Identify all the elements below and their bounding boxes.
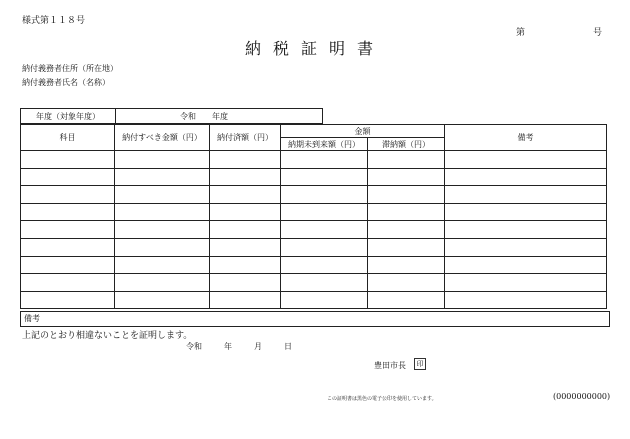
document-code: (0000000000) [553, 392, 611, 401]
col-not-due-header: 納期未到来額（円） [281, 138, 368, 151]
footer-note: この証明書は黒色の電子公印を使用しています。 [327, 396, 437, 402]
table-row [21, 203, 607, 221]
certification-date [186, 341, 314, 352]
col-amount-paid-header: 納付済額（円） [210, 125, 281, 151]
fiscal-year-label: 年度（対象年度） [21, 109, 116, 123]
form-number: 様式第１１８号 [22, 16, 86, 26]
date-era: 令和 [186, 342, 202, 351]
table-row [21, 274, 607, 292]
fiscal-year-suffix: 年度 [212, 111, 228, 121]
taxpayer-name-label: 納付義務者氏名（名称） [22, 78, 110, 87]
table-row [21, 291, 607, 309]
table-row [21, 238, 607, 256]
document-number-suffix: 号 [593, 28, 603, 38]
fiscal-year-era: 令和 [180, 111, 196, 121]
taxpayer-address-label: 納付義務者住所（所在地） [22, 64, 118, 73]
col-arrears-header: 滞納額（円） [368, 138, 445, 151]
table-row [21, 151, 607, 169]
date-year: 年 [224, 342, 232, 351]
remarks-box [20, 311, 610, 327]
fiscal-year-value [116, 109, 322, 123]
col-item-header: 科目 [21, 125, 115, 151]
table-row [21, 256, 607, 274]
date-month: 月 [254, 342, 262, 351]
table-row [21, 221, 607, 239]
col-remarks-header: 備考 [445, 125, 607, 151]
col-amount-group-header: 金額 [281, 125, 445, 138]
table-row [21, 168, 607, 186]
remarks-label: 備考 [24, 314, 40, 323]
document-title: 納税証明書 [244, 39, 385, 58]
document-number-label: 第 [516, 28, 526, 38]
tax-table [20, 124, 607, 309]
official-seal: 印 [414, 358, 426, 370]
table-row [21, 186, 607, 204]
date-day: 日 [284, 342, 292, 351]
issuer-name: 豊田市長 [374, 361, 406, 370]
col-amount-due-header: 納付すべき金額（円） [115, 125, 210, 151]
certification-text: 上記のとおり相違ないことを証明します。 [22, 331, 193, 341]
fiscal-year-row [20, 108, 323, 124]
